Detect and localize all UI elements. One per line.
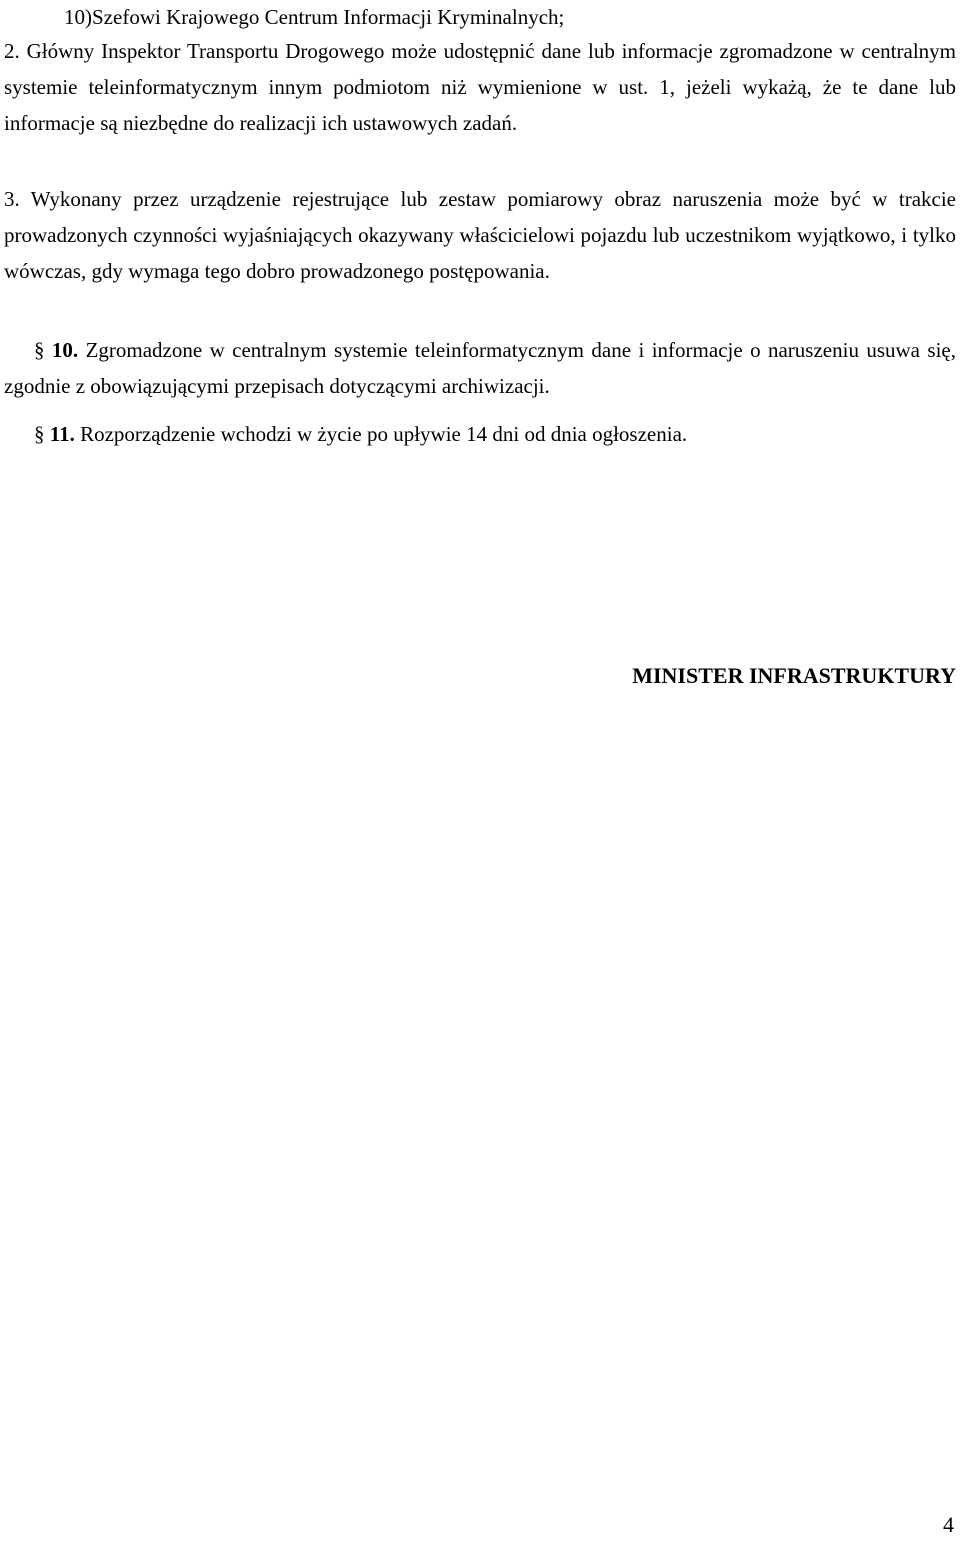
list-item-10 — [64, 2, 944, 32]
section-10 — [4, 332, 956, 404]
section-number: 11. — [49, 422, 75, 446]
paragraph-2-text: 2. Główny Inspektor Transportu Drogowego może udostępnić dane lub informacje zgromadzone w centralnym systemie teleinformatycznym innym podmiotom niż wymienione w ust. 1, jeżeli wykażą, że te dane lub informacje są niezbędne do realizacji ich ustawowych zadań. — [4, 39, 956, 135]
section-10-text: Zgromadzone w centralnym systemie teleinformatycznym dane i informacje o naruszeniu usuwa się, zgodnie z obowiązującymi przepisach dotyczącymi archiwizacji. — [4, 338, 956, 398]
section-symbol: § — [34, 338, 45, 362]
list-item-text: Szefowi Krajowego Centrum Informacji Kryminalnych; — [92, 5, 565, 29]
list-item-marker: 10) — [64, 5, 92, 29]
paragraph-3 — [4, 181, 956, 289]
section-symbol: § — [34, 422, 45, 446]
section-11 — [4, 416, 956, 452]
paragraph-2 — [4, 33, 956, 141]
page-number: 4 — [943, 1512, 954, 1537]
signature-title: MINISTER INFRASTRUKTURY — [632, 663, 956, 688]
paragraph-3-text: 3. Wykonany przez urządzenie rejestrujące lub zestaw pomiarowy obraz naruszenia może być w trakcie prowadzonych czynności wyjaśniających okazywany właścicielowi pojazdu lub uczestnikom wyjątkowo, i tylko wówczas, gdy wymaga tego dobro prowadzonego postępowania. — [4, 187, 956, 283]
section-number: 10. — [51, 338, 79, 362]
section-11-text: Rozporządzenie wchodzi w życie po upływie 14 dni od dnia ogłoszenia. — [80, 422, 688, 446]
